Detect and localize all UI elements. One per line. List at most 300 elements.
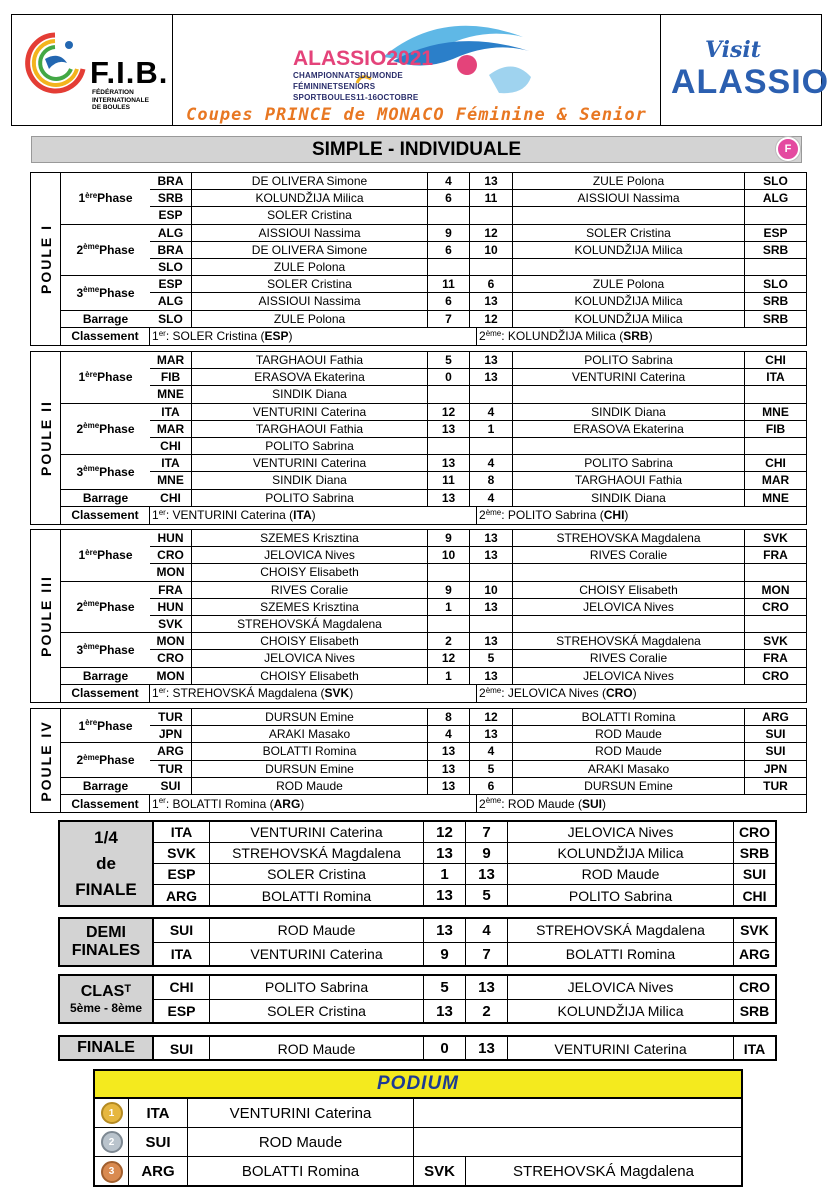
player-2: KOLUNDŽIJA Milica — [508, 843, 734, 863]
nation-1: MON — [150, 668, 192, 684]
score-2 — [470, 386, 513, 402]
final-match-row — [154, 864, 775, 885]
player-2: SINDIK Diana — [513, 490, 745, 506]
score-2: 4 — [470, 490, 513, 506]
player-2: STREHOVSKÁ Magdalena — [513, 633, 745, 649]
podium-table — [93, 1069, 743, 1187]
score-1: 9 — [428, 225, 470, 241]
match-row — [61, 190, 806, 207]
player-1: TARGHAOUI Fathia — [192, 352, 428, 368]
score-2: 12 — [470, 311, 513, 327]
paren: ) — [624, 508, 629, 523]
player-2: ERASOVA Ekaterina — [513, 421, 745, 437]
player-2: ROD Maude — [513, 743, 745, 759]
final-block — [58, 1035, 777, 1061]
phase-number: 1 — [78, 718, 86, 733]
player-1: AISSIOUI Nassima — [192, 225, 428, 241]
paren: ) — [648, 329, 653, 344]
score-2: 13 — [470, 173, 513, 189]
match-row — [61, 207, 806, 224]
phase-label — [61, 582, 150, 634]
nation-1: CRO — [150, 547, 192, 563]
score-2 — [470, 564, 513, 580]
final-rows — [154, 822, 775, 906]
podium-medal-cell — [95, 1099, 129, 1127]
final-label-line: FINALE — [75, 879, 137, 899]
rank-number: 2 — [479, 508, 486, 523]
phase-word: Phase — [99, 642, 135, 657]
classement-row — [61, 685, 806, 702]
pool-rows — [61, 352, 806, 524]
score-1: 11 — [428, 472, 470, 488]
pool-rows — [61, 173, 806, 345]
phase-label — [61, 743, 150, 777]
classement-label: Classement — [61, 685, 150, 702]
event-city: ALASSIO — [293, 47, 387, 70]
match-row — [61, 668, 806, 685]
nation-2: FRA — [763, 651, 788, 666]
nation-2: SLO — [763, 174, 788, 189]
nation-1: ARG — [150, 743, 192, 759]
score-2: 6 — [470, 778, 513, 794]
fib-logo-icon — [23, 29, 87, 109]
podium-row — [95, 1099, 741, 1128]
score-2: 10 — [470, 582, 513, 598]
player-2: VENTURINI Caterina — [513, 369, 745, 385]
player-1: ZULE Polona — [192, 259, 428, 275]
final-label-line: 5ème - 8ème — [69, 1001, 143, 1015]
pool-table — [30, 351, 807, 525]
phase-suffix: ère — [85, 369, 98, 379]
score-2: 4 — [466, 919, 508, 942]
phase-suffix: ème — [83, 599, 100, 609]
score-2: 5 — [470, 650, 513, 666]
nation-2: CRO — [762, 599, 789, 614]
phase-suffix: ère — [85, 718, 98, 728]
nation-2: SRB — [739, 845, 770, 861]
player-2: DURSUN Emine — [513, 778, 745, 794]
second-place-nation: SRB — [623, 329, 649, 344]
player-2 — [513, 259, 745, 275]
phase-label — [61, 633, 150, 667]
score-1: 12 — [424, 822, 466, 842]
player-1: SINDIK Diana — [192, 386, 428, 402]
first-place-nation: ESP — [264, 329, 289, 344]
rank-suffix: er — [158, 328, 166, 338]
event-logo-block — [173, 15, 661, 125]
nation-1: CHI — [150, 490, 192, 506]
player-2: JELOVICA Nives — [508, 976, 734, 999]
match-row — [61, 726, 806, 743]
paren: ) — [288, 329, 293, 344]
phase-number: 2 — [76, 599, 84, 614]
rank-suffix: ème — [485, 685, 502, 695]
rank-suffix: er — [158, 796, 166, 806]
player-1: POLITO Sabrina — [192, 490, 428, 506]
pool-label-text: POULE IV — [37, 719, 54, 802]
pool-label — [31, 173, 61, 345]
score-2: 10 — [470, 242, 513, 258]
nation-2: ITA — [743, 1040, 766, 1057]
match-row — [61, 438, 806, 455]
player-2: BOLATTI Romina — [513, 709, 745, 725]
nation-2: JPN — [763, 761, 788, 776]
nation-1: HUN — [150, 530, 192, 546]
match-row — [61, 242, 806, 259]
score-2: 2 — [466, 1000, 508, 1024]
bronze-medal-icon: 3 — [101, 1161, 123, 1183]
fib-sub-line: DE BOULES — [92, 104, 130, 111]
final-label-line: de — [96, 853, 116, 873]
score-1: 7 — [428, 311, 470, 327]
nation-2: SVK — [740, 922, 769, 939]
rank-suffix: er — [158, 685, 166, 695]
match-row — [61, 582, 806, 599]
score-1: 13 — [428, 421, 470, 437]
nation-1: CHI — [150, 438, 192, 454]
phase-label — [61, 352, 150, 404]
player-2: KOLUNDŽIJA Milica — [513, 293, 745, 309]
score-1 — [428, 259, 470, 275]
player-2: RIVES Coralie — [513, 547, 745, 563]
pool-rows — [61, 709, 806, 812]
rank-number: 1 — [152, 329, 159, 344]
phase-word: Phase — [99, 285, 135, 300]
nation-2: SRB — [762, 242, 789, 257]
score-1 — [428, 438, 470, 454]
nation-2: CHI — [765, 456, 786, 471]
score-2: 8 — [470, 472, 513, 488]
podium-medal-cell — [95, 1128, 129, 1156]
score-1: 13 — [424, 1000, 466, 1024]
second-place-name: : JELOVICA Nives ( — [501, 686, 606, 701]
nation-2: TUR — [763, 778, 788, 793]
pool-label-text: POULE I — [37, 223, 54, 295]
nation-2 — [745, 564, 806, 580]
player-1: ROD Maude — [210, 919, 424, 942]
player-2: ROD Maude — [508, 864, 734, 884]
final-match-row — [154, 976, 775, 1000]
phase-number: 2 — [76, 753, 84, 768]
classement-row — [61, 507, 806, 524]
nation-1: ITA — [154, 822, 210, 842]
nation-1: TUR — [150, 709, 192, 725]
podium-row — [95, 1157, 741, 1186]
player-2: KOLUNDŽIJA Milica — [513, 242, 745, 258]
nation-2: ALG — [762, 191, 789, 206]
phase-number: Barrage — [82, 311, 129, 326]
score-1: 6 — [428, 293, 470, 309]
player-2: JELOVICA Nives — [513, 668, 745, 684]
phase-label — [61, 490, 150, 507]
rank-number: 1 — [152, 686, 159, 701]
first-place-name: : BOLATTI Romina ( — [165, 796, 274, 811]
classement-row — [61, 328, 806, 345]
pool-rows — [61, 530, 806, 702]
final-rows — [154, 976, 775, 1023]
final-label — [60, 976, 154, 1022]
nation-2: SUI — [765, 744, 786, 759]
player-2: VENTURINI Caterina — [508, 1037, 734, 1060]
player-1: ROD Maude — [192, 778, 428, 794]
match-row — [61, 173, 806, 190]
nation-2: CRO — [762, 668, 789, 683]
visit-alassio-block — [661, 15, 830, 125]
rank-number: 2 — [479, 796, 486, 811]
nation-2: CHI — [765, 353, 786, 368]
player-1: DE OLIVERA Simone — [192, 242, 428, 258]
phase-word: Phase — [99, 242, 135, 257]
nation-2: ARG — [762, 710, 789, 725]
player-2: SINDIK Diana — [513, 404, 745, 420]
phase-number: 2 — [76, 421, 84, 436]
score-1: 5 — [428, 352, 470, 368]
paren: ) — [349, 686, 354, 701]
fib-subtitle — [92, 89, 149, 112]
score-1: 13 — [424, 919, 466, 942]
player-1: SOLER Cristina — [210, 1000, 424, 1024]
final-rows — [154, 1037, 775, 1060]
nation-1: ESP — [150, 276, 192, 292]
pool-label — [31, 352, 61, 524]
player-1: JELOVICA Nives — [192, 547, 428, 563]
player-1: ERASOVA Ekaterina — [192, 369, 428, 385]
pool-table — [30, 172, 807, 346]
nation-1: JPN — [150, 726, 192, 742]
score-1: 13 — [428, 490, 470, 506]
score-2: 6 — [470, 276, 513, 292]
score-1: 1 — [428, 668, 470, 684]
player-2: ZULE Polona — [513, 173, 745, 189]
player-1: ZULE Polona — [192, 311, 428, 327]
phase-number: Barrage — [82, 778, 129, 793]
nation-1: ITA — [154, 943, 210, 967]
score-2: 13 — [470, 599, 513, 615]
player-2: SOLER Cristina — [513, 225, 745, 241]
nation-2: ESP — [763, 225, 788, 240]
podium-empty-cell — [414, 1128, 741, 1156]
score-2: 13 — [470, 668, 513, 684]
visit-word: Visit — [705, 37, 761, 63]
final-rows — [154, 919, 775, 966]
nation-1: ESP — [154, 864, 210, 884]
player-1: SOLER Cristina — [210, 864, 424, 884]
nation-2: CHI — [742, 887, 767, 904]
match-row — [61, 386, 806, 403]
nation-2: SRB — [762, 311, 789, 326]
paren: ) — [601, 796, 606, 811]
phase-number: Barrage — [82, 668, 129, 683]
score-2: 1 — [470, 421, 513, 437]
event-line-3: SPORTBOULES11-16OCTOBRE — [293, 93, 419, 102]
podium-row — [95, 1128, 741, 1157]
match-row — [61, 293, 806, 310]
score-2: 13 — [466, 864, 508, 884]
score-2: 7 — [466, 822, 508, 842]
score-1: 13 — [424, 885, 466, 906]
silver-medal-icon: 2 — [101, 1131, 123, 1153]
nation-2: MNE — [762, 404, 789, 419]
match-row — [61, 472, 806, 489]
score-1: 4 — [428, 173, 470, 189]
player-1: VENTURINI Caterina — [192, 404, 428, 420]
event-year: 2021 — [386, 47, 434, 70]
phase-suffix: ème — [83, 752, 100, 762]
score-1 — [428, 207, 470, 223]
phase-word: Phase — [99, 464, 135, 479]
player-1: TARGHAOUI Fathia — [192, 421, 428, 437]
nation-2: FIB — [765, 421, 786, 436]
score-1: 10 — [428, 547, 470, 563]
match-row — [61, 743, 806, 760]
player-2: TARGHAOUI Fathia — [513, 472, 745, 488]
phase-number: 2 — [76, 242, 84, 257]
pool-table — [30, 708, 807, 813]
phase-number: Barrage — [82, 490, 129, 505]
match-row — [61, 225, 806, 242]
score-1: 0 — [424, 1037, 466, 1060]
player-1: CHOISY Elisabeth — [192, 564, 428, 580]
score-1: 9 — [428, 530, 470, 546]
score-1: 5 — [424, 976, 466, 999]
gold-medal-icon: 1 — [101, 1102, 123, 1124]
score-2 — [470, 438, 513, 454]
pool-label — [31, 530, 61, 702]
player-1: CHOISY Elisabeth — [192, 668, 428, 684]
nation-1: BRA — [150, 242, 192, 258]
final-match-row — [154, 943, 775, 967]
paren: ) — [632, 686, 637, 701]
feminine-badge-icon: F — [776, 137, 800, 161]
first-place — [150, 328, 477, 345]
phase-word: Phase — [97, 548, 133, 563]
phase-label — [61, 668, 150, 685]
phase-word: Phase — [97, 370, 133, 385]
phase-label — [61, 311, 150, 328]
nation-1: SUI — [154, 919, 210, 942]
match-row — [61, 547, 806, 564]
player-2: ZULE Polona — [513, 276, 745, 292]
nation-1: FRA — [150, 582, 192, 598]
event-line-2: FÉMININETSENIORS — [293, 82, 376, 91]
podium-empty-cell — [414, 1099, 741, 1127]
fib-title: F.I.B. — [90, 55, 169, 90]
podium-nation: SUI — [129, 1128, 188, 1156]
phase-suffix: ème — [83, 285, 100, 295]
first-place-name: : SOLER Cristina ( — [165, 329, 265, 344]
nation-1: SLO — [150, 259, 192, 275]
visit-city: ALASSIO — [671, 63, 830, 101]
page-title: SIMPLE - INDIVIDUALE — [31, 136, 802, 163]
score-1: 8 — [428, 709, 470, 725]
nation-1: ITA — [150, 404, 192, 420]
podium-player: VENTURINI Caterina — [188, 1099, 414, 1127]
nation-1: MNE — [150, 386, 192, 402]
score-2: 13 — [470, 530, 513, 546]
match-row — [61, 564, 806, 581]
second-place-nation: CHI — [603, 508, 625, 523]
rank-suffix: er — [158, 507, 166, 517]
nation-1: CRO — [150, 650, 192, 666]
score-1: 6 — [428, 242, 470, 258]
score-2: 13 — [466, 1037, 508, 1060]
nation-2: SRB — [762, 294, 789, 309]
score-2 — [470, 616, 513, 632]
final-match-row — [154, 919, 775, 943]
nation-2: MON — [761, 582, 790, 597]
rank-suffix: ème — [485, 328, 502, 338]
nation-2: SUI — [742, 866, 767, 882]
nation-1: SLO — [150, 311, 192, 327]
score-1: 13 — [424, 843, 466, 863]
nation-1: SVK — [150, 616, 192, 632]
nation-1: HUN — [150, 599, 192, 615]
player-1: JELOVICA Nives — [192, 650, 428, 666]
phase-suffix: ère — [85, 190, 98, 200]
score-1: 13 — [428, 761, 470, 777]
nation-1: SUI — [150, 778, 192, 794]
player-1: DURSUN Emine — [192, 761, 428, 777]
player-2: STREHOVSKÁ Magdalena — [508, 919, 734, 942]
player-2: STREHOVSKA Magdalena — [513, 530, 745, 546]
second-place-name: : KOLUNDŽIJA Milica ( — [501, 329, 624, 344]
player-2: JELOVICA Nives — [508, 822, 734, 842]
first-place-name: : VENTURINI Caterina ( — [165, 508, 294, 523]
phase-number: 3 — [76, 464, 84, 479]
second-place — [477, 328, 806, 345]
player-1: POLITO Sabrina — [192, 438, 428, 454]
final-label-line: 1/4 — [94, 827, 118, 847]
nation-1: MON — [150, 564, 192, 580]
podium-player: BOLATTI Romina — [188, 1157, 414, 1186]
second-place-name: : ROD Maude ( — [501, 796, 582, 811]
score-2: 9 — [466, 843, 508, 863]
score-2: 7 — [466, 943, 508, 967]
player-1: ARAKI Masako — [192, 726, 428, 742]
score-1: 0 — [428, 369, 470, 385]
player-2 — [513, 438, 745, 454]
player-1: POLITO Sabrina — [210, 976, 424, 999]
phase-label — [61, 530, 150, 582]
second-place-nation: SUI — [581, 796, 602, 811]
nation-2: SRB — [739, 1003, 770, 1020]
podium-player: ROD Maude — [188, 1128, 414, 1156]
player-1: AISSIOUI Nassima — [192, 293, 428, 309]
nation-1: MON — [150, 633, 192, 649]
first-place — [150, 507, 477, 524]
phase-suffix: ème — [83, 421, 100, 431]
score-1: 13 — [428, 455, 470, 471]
player-2: CHOISY Elisabeth — [513, 582, 745, 598]
pool-table — [30, 529, 807, 703]
player-1: SOLER Cristina — [192, 207, 428, 223]
match-row — [61, 259, 806, 276]
player-1: KOLUNDŽIJA Milica — [192, 190, 428, 206]
rank-number: 1 — [152, 508, 159, 523]
second-place — [477, 795, 806, 812]
podium-title: PODIUM — [95, 1071, 741, 1099]
first-place — [150, 795, 477, 812]
match-row — [61, 778, 806, 795]
score-2: 12 — [470, 225, 513, 241]
phase-number: 1 — [78, 370, 86, 385]
player-1: VENTURINI Caterina — [192, 455, 428, 471]
podium-nation: ITA — [129, 1099, 188, 1127]
score-2: 13 — [470, 547, 513, 563]
match-row — [61, 369, 806, 386]
match-row — [61, 490, 806, 507]
score-1 — [428, 564, 470, 580]
